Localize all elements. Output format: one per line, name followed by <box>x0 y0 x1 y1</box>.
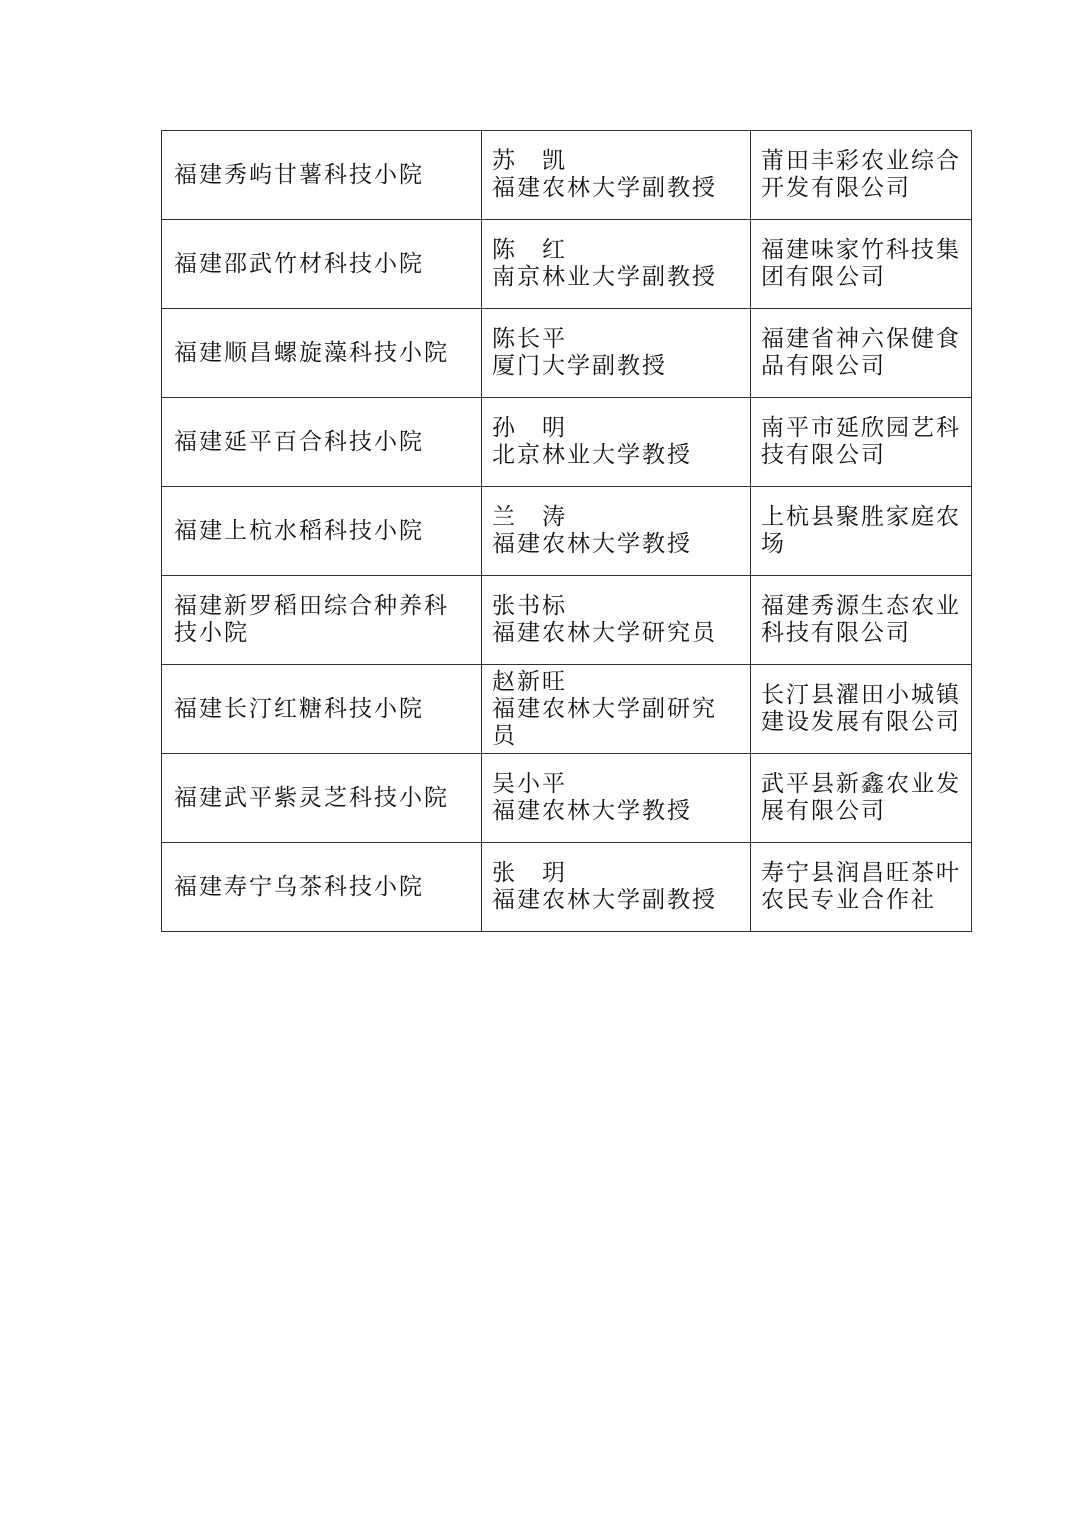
expert-title: 南京林业大学副教授 <box>492 264 717 290</box>
expert-name: 陈长平 <box>492 326 567 352</box>
table-row <box>162 309 972 398</box>
expert-title: 厦门大学副教授 <box>492 353 667 379</box>
company-name: 上杭县聚胜家庭农场 <box>751 487 972 576</box>
science-courtyard-table <box>161 130 972 932</box>
courtyard-name: 福建顺昌螺旋藻科技小院 <box>162 309 482 398</box>
expert-name: 兰 涛 <box>492 504 567 530</box>
company-name: 武平县新鑫农业发展有限公司 <box>751 754 972 843</box>
company-name: 福建省神六保健食品有限公司 <box>751 309 972 398</box>
table-row <box>162 398 972 487</box>
table-row <box>162 131 972 220</box>
expert-name: 苏 凯 <box>492 148 567 174</box>
company-name: 寿宁县润昌旺茶叶农民专业合作社 <box>751 843 972 932</box>
courtyard-name: 福建邵武竹材科技小院 <box>162 220 482 309</box>
company-name: 南平市延欣园艺科技有限公司 <box>751 398 972 487</box>
courtyard-name: 福建长汀红糖科技小院 <box>162 665 482 754</box>
expert-title: 福建农林大学副教授 <box>492 887 717 913</box>
expert-title: 福建农林大学教授 <box>492 798 692 824</box>
courtyard-name: 福建武平紫灵芝科技小院 <box>162 754 482 843</box>
table-row <box>162 220 972 309</box>
table-row <box>162 754 972 843</box>
expert-title: 北京林业大学教授 <box>492 442 692 468</box>
expert-title: 福建农林大学副研究员 <box>492 695 717 749</box>
company-name: 莆田丰彩农业综合开发有限公司 <box>751 131 972 220</box>
table-row <box>162 487 972 576</box>
expert-name: 孙 明 <box>492 415 567 441</box>
courtyard-name: 福建上杭水稻科技小院 <box>162 487 482 576</box>
company-name: 福建味家竹科技集团有限公司 <box>751 220 972 309</box>
expert-cell <box>482 487 751 576</box>
expert-cell <box>482 576 751 665</box>
courtyard-name: 福建秀屿甘薯科技小院 <box>162 131 482 220</box>
expert-cell <box>482 398 751 487</box>
expert-cell <box>482 754 751 843</box>
courtyard-name: 福建延平百合科技小院 <box>162 398 482 487</box>
expert-cell <box>482 665 751 754</box>
expert-title: 福建农林大学教授 <box>492 531 692 557</box>
expert-name: 张 玥 <box>492 860 567 886</box>
company-name: 福建秀源生态农业科技有限公司 <box>751 576 972 665</box>
courtyard-name: 福建寿宁乌茶科技小院 <box>162 843 482 932</box>
expert-title: 福建农林大学副教授 <box>492 175 717 201</box>
company-name: 长汀县濯田小城镇建设发展有限公司 <box>751 665 972 754</box>
table-row <box>162 843 972 932</box>
expert-cell <box>482 220 751 309</box>
expert-name: 赵新旺 <box>492 668 567 695</box>
table-row <box>162 665 972 754</box>
expert-name: 张书标 <box>492 593 567 619</box>
courtyard-name: 福建新罗稻田综合种养科技小院 <box>162 576 482 665</box>
expert-cell <box>482 843 751 932</box>
table-row <box>162 576 972 665</box>
expert-cell <box>482 309 751 398</box>
expert-title: 福建农林大学研究员 <box>492 620 717 646</box>
table-body <box>162 131 972 932</box>
expert-cell <box>482 131 751 220</box>
expert-name: 陈 红 <box>492 237 567 263</box>
expert-name: 吴小平 <box>492 771 567 797</box>
